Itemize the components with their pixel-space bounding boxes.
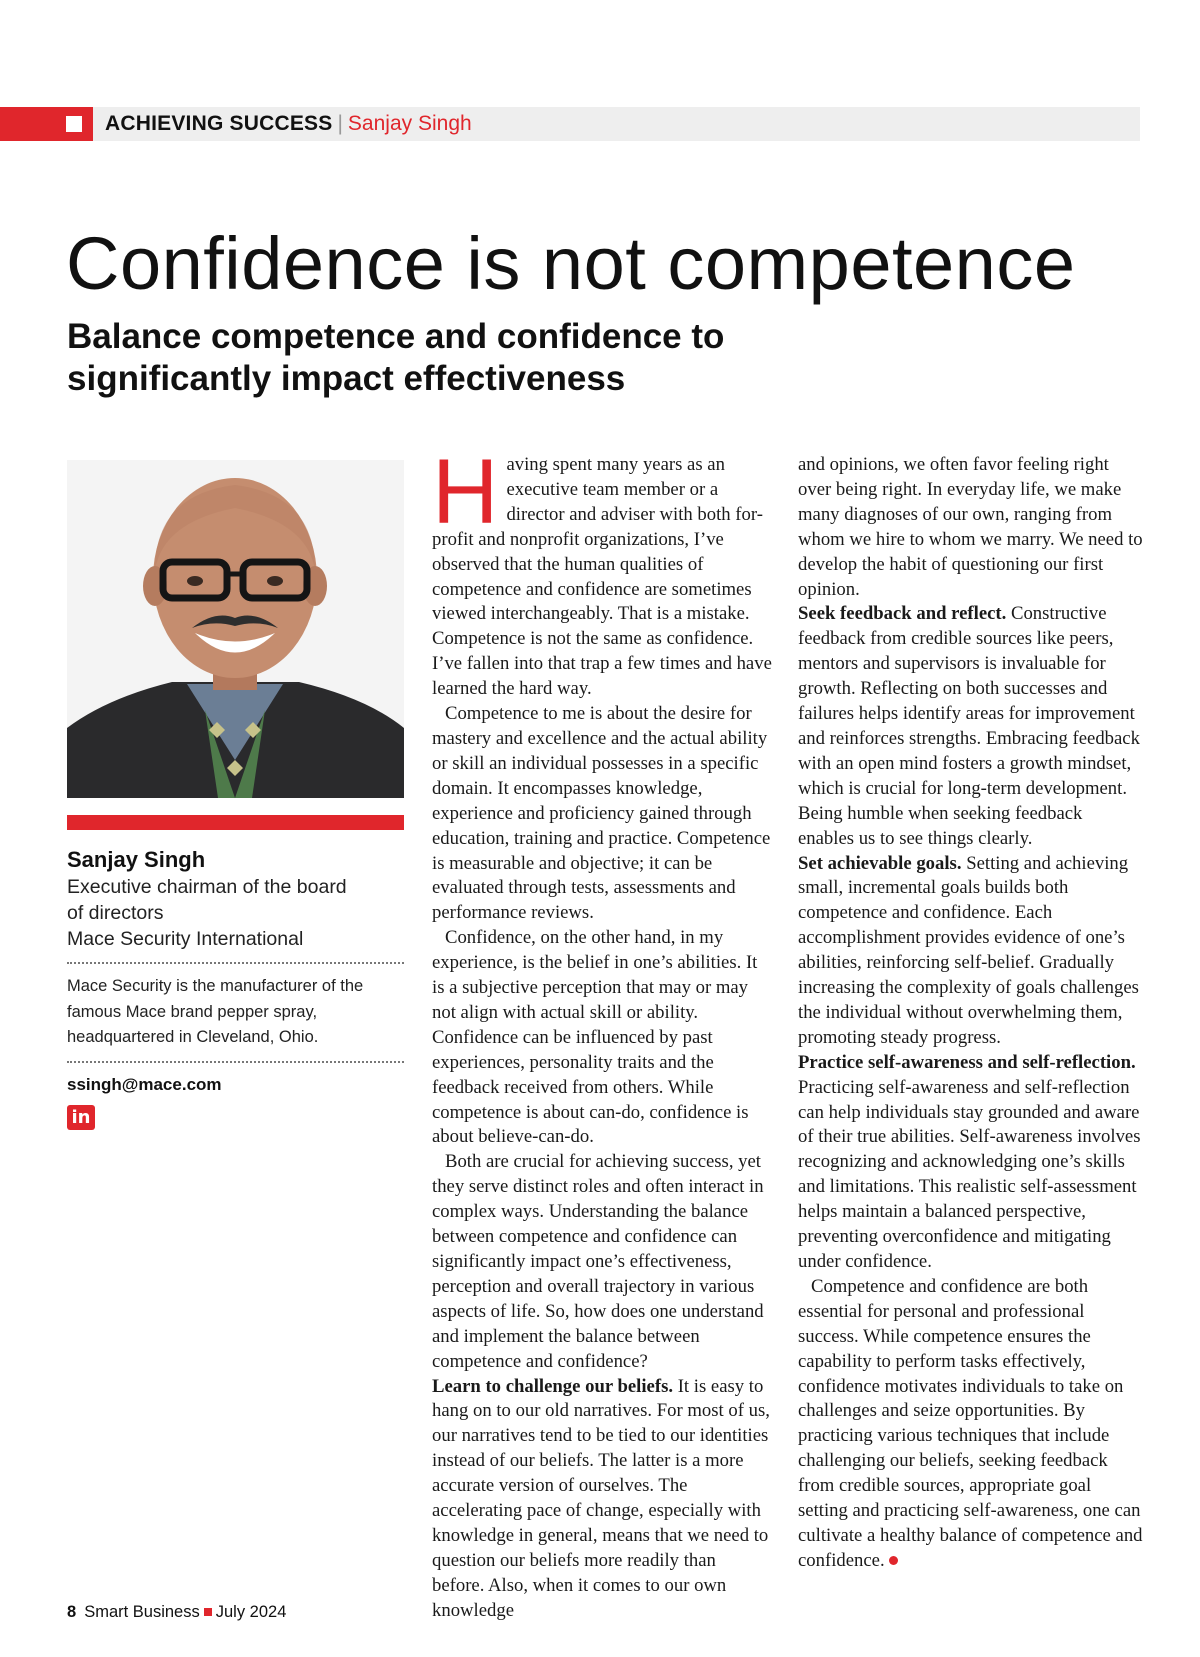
section-self-awareness <box>798 1051 1143 1275</box>
footer-square-icon <box>204 1608 212 1616</box>
issue-date: July 2024 <box>215 1603 287 1621</box>
header-separator: | <box>337 112 343 135</box>
bio-title-line2: of directors <box>67 902 164 924</box>
bio-title-line1: Executive chairman of the board <box>67 876 347 898</box>
article-paragraph-4: Both are crucial for achieving success, yet they serve distinct roles and often interact in complex ways. Understanding the balance between competence and confidence can significantly impact one’s effectiveness, perception and overall trajectory in various aspects of life. So, how does one understand and implement the balance between competence and confidence? <box>432 1151 764 1372</box>
conclusion-text: Competence and confidence are both essential for personal and professional success. While competence ensures the capability to perform tasks effectively, confidence motivates individuals to take on challenges and seize opportunities. By practicing various techniques that include challenging our beliefs, seeking feedback from credible sources, appropriate goal setting and practicing self-awareness, one can cultivate a healthy balance of competence and confidence. <box>798 1275 1143 1571</box>
section-3-body: Setting and achieving small, incremental goals builds both competence and confidence. Each accomplishment provides evidence of one’s abilities, reinforcing self-belief. Gradually increasing the complexity of goals challenges the individual without overwhelming them, promoting steady progress. <box>798 852 1139 1048</box>
page-footer <box>67 1601 286 1623</box>
section-challenge-beliefs <box>432 1375 772 1624</box>
section-achievable-goals <box>798 852 1143 1051</box>
page-number: 8 <box>67 1603 77 1621</box>
section-1-heading: Learn to challenge our beliefs. <box>432 1375 674 1397</box>
section-2-body: Constructive feedback from credible sources like peers, mentors and supervisors is invaluable for growth. Reflecting on both successes and failures helps identify areas for improvement and reinforces strengths. Embracing feedback with an open mind fosters a growth mindset, which is crucial for long-term development. Being humble when seeking feedback enables us to see things clearly. <box>798 603 1140 849</box>
header-square-icon <box>66 116 82 132</box>
publication-name: Smart Business <box>84 1603 200 1621</box>
section-header <box>0 107 1140 141</box>
header-author: Sanjay Singh <box>347 112 472 135</box>
section-3-heading: Set achievable goals. <box>798 852 962 874</box>
drop-cap: H <box>432 441 499 543</box>
bio-name: Sanjay Singh <box>67 847 206 872</box>
section-2-heading: Seek feedback and reflect. <box>798 603 1007 625</box>
author-photo <box>67 460 404 798</box>
bio-description: Mace Security is the manufacturer of the famous Mace brand pepper spray, headquartered in Cleveland, Ohio. <box>67 977 364 1046</box>
article-column-2 <box>798 453 1143 1574</box>
section-1-continued: and opinions, we often favor feeling right over being right. In everyday life, we make many diagnoses of our own, ranging from whom we hire to whom we marry. We need to develop the habit of questioning our first opinion. <box>798 454 1143 600</box>
section-1-body: It is easy to hang on to our old narratives. For most of us, our narratives tend to be tied to our identities instead of our beliefs. The latter is a more accurate version of ourselves. The accelerating pace of change, especially with knowledge in general, means that we need to question our beliefs more readily than before. Also, when it comes to our own knowledge <box>432 1375 770 1621</box>
author-bio <box>67 846 407 1130</box>
header-text <box>105 112 472 136</box>
section-4-heading: Practice self-awareness and self-reflection. <box>798 1051 1136 1073</box>
article-paragraph-2: Competence to me is about the desire for mastery and excellence and the actual ability or skill an individual possesses in a specific domain. It encompasses knowledge, experience and proficiency gained through education, training and practice. Competence is measurable and objective; it can be evaluated through tests, assessments and performance reviews. <box>432 703 771 924</box>
article-conclusion <box>798 1275 1143 1574</box>
article-paragraph-1 <box>432 441 772 702</box>
bio-company: Mace Security International <box>67 928 304 950</box>
header-accent-block <box>0 107 93 141</box>
section-label: ACHIEVING SUCCESS <box>105 112 333 135</box>
bio-red-rule <box>67 815 404 830</box>
bio-divider-bottom <box>67 1061 404 1063</box>
section-seek-feedback <box>798 602 1143 851</box>
paragraph-1-text: aving spent many years as an executive team member or a director and adviser with both for-profit and nonprofit organizations, I’ve observed that the human qualities of competence and confidence are sometimes viewed interchangeably. That is a mistake. Competence is not the same as confidence. I’ve fallen into that trap a few times and have learned the hard way. <box>432 454 772 700</box>
author-email-link[interactable]: ssingh@mace.com <box>67 1074 222 1094</box>
linkedin-icon[interactable]: in <box>67 1105 95 1130</box>
article-column-1 <box>432 441 772 1624</box>
section-4-body: Practicing self-awareness and self-reflection can help individuals stay grounded and aware of their true abilities. Self-awareness involves recognizing and acknowledging one’s skills and limitations. This realistic self-assessment helps maintain a balanced perspective, preventing overconfidence and mitigating under confidence. <box>798 1076 1141 1272</box>
bio-divider-top <box>67 962 404 964</box>
article-headline: Confidence is not competence <box>66 222 1076 305</box>
article-paragraph-3: Confidence, on the other hand, in my experience, is the belief in one’s abilities. It is a subjective perception that may or may not align with actual skill or ability. Confidence can be influenced by past experiences, personality traits and the feedback received from others. While competence is about can-do, confidence is about believe-can-do. <box>432 927 758 1148</box>
article-subhead: Balance competence and confidence to significantly impact effectiveness <box>67 317 725 398</box>
end-mark-icon <box>889 1556 898 1565</box>
